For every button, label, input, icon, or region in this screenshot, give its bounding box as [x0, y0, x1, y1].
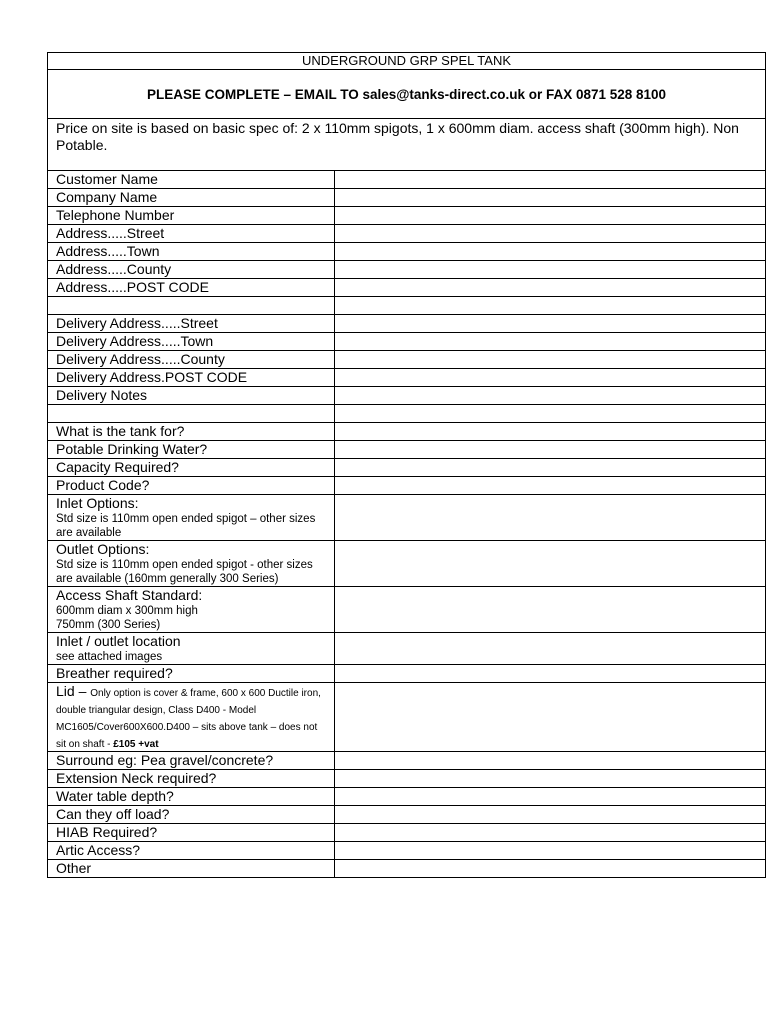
field-label-address-post-code: Address.....POST CODE	[48, 279, 335, 297]
field-label-lid	[48, 683, 335, 752]
field-label-access-shaft	[48, 587, 335, 633]
spec-description: Price on site is based on basic spec of: 2 x 110mm spigots, 1 x 600mm diam. access shaft (300mm high). Non Potable.	[48, 119, 766, 171]
answer-cell-delivery-address-town[interactable]	[335, 333, 766, 351]
field-label-hiab-required: HIAB Required?	[48, 824, 335, 842]
field-label-delivery-address-post-code: Delivery Address.POST CODE	[48, 369, 335, 387]
spacer-cell	[335, 405, 766, 423]
answer-cell-access-shaft[interactable]	[335, 587, 766, 633]
field-label-customer-name: Customer Name	[48, 171, 335, 189]
field-label-delivery-address-county: Delivery Address.....County	[48, 351, 335, 369]
field-label-address-county: Address.....County	[48, 261, 335, 279]
form-row-artic-access	[48, 842, 766, 860]
form-row-can-they-off-load	[48, 806, 766, 824]
form-row-potable-drinking-water	[48, 441, 766, 459]
answer-cell-surround-eg-pea-gravel-concrete[interactable]	[335, 752, 766, 770]
answer-cell-delivery-notes[interactable]	[335, 387, 766, 405]
form-row-company-name	[48, 189, 766, 207]
form-row-hiab-required	[48, 824, 766, 842]
answer-cell-can-they-off-load[interactable]	[335, 806, 766, 824]
inlet-note: Std size is 110mm open ended spigot – other sizes are available	[56, 513, 316, 539]
answer-cell-other[interactable]	[335, 860, 766, 878]
form-row-telephone-number	[48, 207, 766, 225]
field-label-what-is-the-tank-for: What is the tank for?	[48, 423, 335, 441]
delivery-section	[48, 315, 766, 405]
field-label-water-table-depth: Water table depth?	[48, 788, 335, 806]
field-label-inlet-outlet-location	[48, 633, 335, 665]
order-form-table	[47, 52, 766, 878]
form-row-lid	[48, 683, 766, 752]
form-row-extension-neck-required	[48, 770, 766, 788]
answer-cell-hiab-required[interactable]	[335, 824, 766, 842]
answer-cell-company-name[interactable]	[335, 189, 766, 207]
email-instruction: PLEASE COMPLETE – EMAIL TO sales@tanks-direct.co.uk or FAX 0871 528 8100	[48, 70, 766, 119]
form-row-delivery-notes	[48, 387, 766, 405]
form-row-what-is-the-tank-for	[48, 423, 766, 441]
form-row-water-table-depth	[48, 788, 766, 806]
answer-cell-address-town[interactable]	[335, 243, 766, 261]
answer-cell-customer-name[interactable]	[335, 171, 766, 189]
form-row-address-town	[48, 243, 766, 261]
answer-cell-address-county[interactable]	[335, 261, 766, 279]
answer-cell-capacity-required[interactable]	[335, 459, 766, 477]
field-label-potable-drinking-water: Potable Drinking Water?	[48, 441, 335, 459]
form-row-breather	[48, 665, 766, 683]
field-label-delivery-address-town: Delivery Address.....Town	[48, 333, 335, 351]
form-row-other	[48, 860, 766, 878]
outlet-label: Outlet Options:	[56, 541, 150, 557]
form-row-delivery-address-county	[48, 351, 766, 369]
answer-cell-what-is-the-tank-for[interactable]	[335, 423, 766, 441]
answer-cell-telephone-number[interactable]	[335, 207, 766, 225]
outlet-note: Std size is 110mm open ended spigot - other sizes are available (160mm generally 300 Series)	[56, 559, 313, 585]
answer-cell-delivery-address-post-code[interactable]	[335, 369, 766, 387]
form-row-surround-eg-pea-gravel-concrete	[48, 752, 766, 770]
field-label-delivery-address-street: Delivery Address.....Street	[48, 315, 335, 333]
form-row-capacity-required	[48, 459, 766, 477]
answer-cell-inlet[interactable]	[335, 495, 766, 541]
form-title: UNDERGROUND GRP SPEL TANK	[48, 53, 766, 70]
answer-cell-extension-neck-required[interactable]	[335, 770, 766, 788]
field-label-other: Other	[48, 860, 335, 878]
tank-section-a	[48, 423, 766, 495]
form-row-delivery-address-town	[48, 333, 766, 351]
answer-cell-outlet[interactable]	[335, 541, 766, 587]
spacer-row	[48, 405, 766, 423]
field-label-inlet	[48, 495, 335, 541]
form-row-delivery-address-street	[48, 315, 766, 333]
customer-section	[48, 171, 766, 297]
field-label-address-town: Address.....Town	[48, 243, 335, 261]
field-label-artic-access: Artic Access?	[48, 842, 335, 860]
answer-cell-lid[interactable]	[335, 683, 766, 752]
form-row-product-code	[48, 477, 766, 495]
lid-price: £105 +vat	[113, 739, 159, 750]
field-label-can-they-off-load: Can they off load?	[48, 806, 335, 824]
answer-cell-artic-access[interactable]	[335, 842, 766, 860]
field-label-capacity-required: Capacity Required?	[48, 459, 335, 477]
form-row-inlet-outlet-location	[48, 633, 766, 665]
form-row-address-county	[48, 261, 766, 279]
inlet-outlet-location-label: Inlet / outlet location	[56, 633, 181, 649]
field-label-extension-neck-required: Extension Neck required?	[48, 770, 335, 788]
spacer-cell	[48, 297, 335, 315]
inlet-label: Inlet Options:	[56, 495, 139, 511]
access-shaft-label: Access Shaft Standard:	[56, 587, 203, 603]
field-label-address-street: Address.....Street	[48, 225, 335, 243]
field-label-telephone-number: Telephone Number	[48, 207, 335, 225]
field-label-company-name: Company Name	[48, 189, 335, 207]
tank-section-b	[48, 752, 766, 878]
access-shaft-note-1: 600mm diam x 300mm high	[56, 605, 198, 617]
answer-cell-inlet-outlet-location[interactable]	[335, 633, 766, 665]
inlet-outlet-location-note: see attached images	[56, 651, 163, 663]
answer-cell-delivery-address-county[interactable]	[335, 351, 766, 369]
spacer-cell	[335, 297, 766, 315]
spacer-cell	[48, 405, 335, 423]
access-shaft-note-2: 750mm (300 Series)	[56, 619, 161, 631]
form-row-customer-name	[48, 171, 766, 189]
form-row-address-post-code	[48, 279, 766, 297]
answer-cell-potable-drinking-water[interactable]	[335, 441, 766, 459]
answer-cell-delivery-address-street[interactable]	[335, 315, 766, 333]
lid-label: Lid –	[56, 683, 87, 699]
field-label-outlet	[48, 541, 335, 587]
field-label-surround-eg-pea-gravel-concrete: Surround eg: Pea gravel/concrete?	[48, 752, 335, 770]
form-row-access-shaft	[48, 587, 766, 633]
form-row-address-street	[48, 225, 766, 243]
lid-note: Only option is cover & frame, 600 x 600 Ductile iron, double triangular design, Class D400 - Model MC1605/Cover600X600.D400 – sits above tank – does not sit on shaft -	[56, 688, 321, 750]
field-label-delivery-notes: Delivery Notes	[48, 387, 335, 405]
answer-cell-water-table-depth[interactable]	[335, 788, 766, 806]
answer-cell-product-code[interactable]	[335, 477, 766, 495]
answer-cell-address-post-code[interactable]	[335, 279, 766, 297]
form-row-delivery-address-post-code	[48, 369, 766, 387]
form-row-outlet	[48, 541, 766, 587]
field-label-breather: Breather required?	[48, 665, 335, 683]
field-label-product-code: Product Code?	[48, 477, 335, 495]
answer-cell-address-street[interactable]	[335, 225, 766, 243]
spacer-row	[48, 297, 766, 315]
form-row-inlet	[48, 495, 766, 541]
answer-cell-breather[interactable]	[335, 665, 766, 683]
